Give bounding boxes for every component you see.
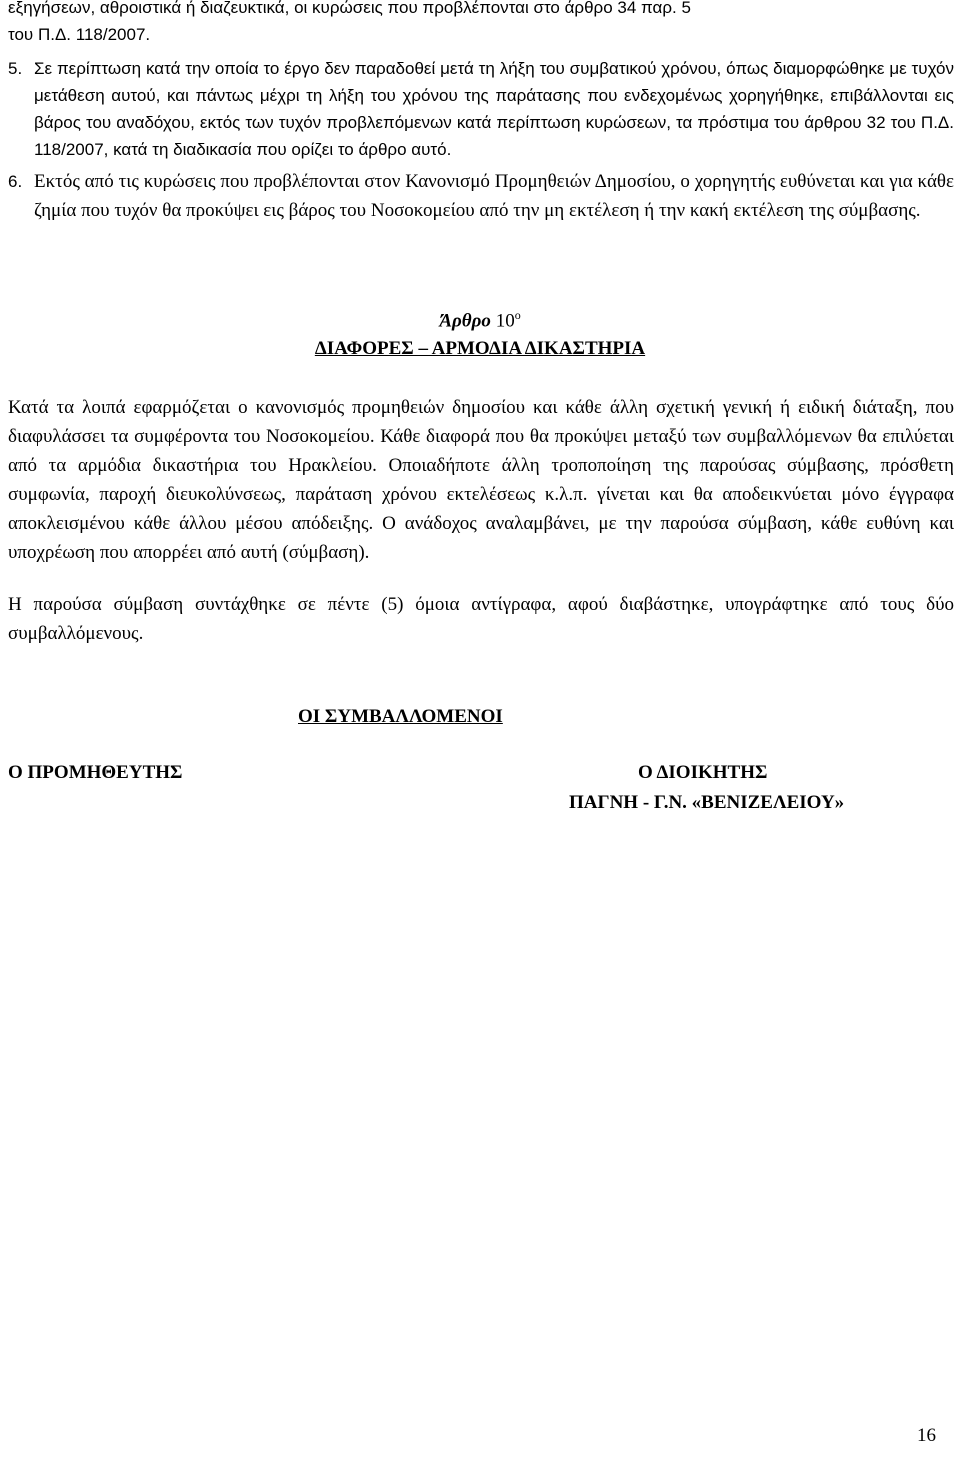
body-paragraph-1: Κατά τα λοιπά εφαρμόζεται ο κανονισμός προμηθειών δημοσίου και κάθε άλλη σχετική γενική ή ειδική διάταξη, που διαφυλάσσει τα συμφέροντα του Νοσοκομείου. Κάθε διαφορά που θα προκύψει μεταξύ των συμβαλλόμενων θα επιλύεται από τα αρμόδια δικαστήρια του Ηρακλείου. Οποιαδήποτε άλλη τροποποίηση της παρούσας σύμβασης, πρόσθετη συμφωνία, παροχή διευκολύνσεως, παράταση χρόνου εκτελέσεως κ.λ.π. γίνεται και θα αποδεικνύεται μόνο έγγραφα αποκλεισμένου κάθε άλλου μέσου απόδειξης. Ο ανάδοχος αναλαμβάνει, με την παρούσα σύμβαση, κάθε ευθύνη και υποχρέωση που απορρέει από αυτή (σύμβαση). (8, 397, 954, 563)
numbered-list (8, 55, 954, 225)
article-title (0, 308, 960, 332)
article-number: 10 (495, 310, 515, 332)
signature-director: Ο ΔΙΟΙΚΗΤΗΣ (638, 762, 768, 783)
list-item-text: Σε περίπτωση κατά την οποία το έργο δεν παραδοθεί μετά τη λήξη του συμβατικού χρόνου, όπως διαμορφώθηκε με τυχόν μετάθεση αυτού, και πάντως μέχρι τη λήξη του χρόνου της παράτασης που ενδεχομένως χορηγήθηκε, επιβάλλονται εις βάρος του αναδόχου, εκτός των τυχόν προβλεπόμενων κατά περίπτωση κυρώσεων, τα πρόστιμα του άρθρου 32 του Π.Δ. 118/2007, κατά τη διαδικασία που ορίζει το άρθρο αυτό. (34, 59, 954, 159)
signatures-heading-text: ΟΙ ΣΥΜΒΑΛΛΟΜΕΝΟΙ (298, 706, 503, 727)
list-item-6 (8, 167, 954, 225)
article-number-superscript: ο (514, 308, 521, 322)
list-item-number: 5. (8, 59, 23, 78)
article-title-word: Άρθρο (439, 310, 491, 332)
body-paragraph-2: Η παρούσα σύμβαση συντάχθηκε σε πέντε (5) όμοια αντίγραφα, αφού διαβάστηκε, υπογράφτηκε από τους δύο συμβαλλόμενους. (8, 594, 954, 644)
article-heading-text: ΔΙΑΦΟΡΕΣ – ΑΡΜΟΔΙΑ ΔΙΚΑΣΤΗΡΙΑ (314, 338, 646, 359)
signature-hospital: ΠΑΓΝΗ - Γ.Ν. «ΒΕΝΙΖΕΛΕΙΟΥ» (569, 792, 845, 813)
signature-supplier: Ο ΠΡΟΜΗΘΕΥΤΗΣ (8, 762, 183, 783)
continuation-line-2: του Π.Δ. 118/2007. (8, 25, 151, 44)
list-item-number: 6. (8, 172, 23, 191)
list-item-text: Εκτός από τις κυρώσεις που προβλέπονται στον Κανονισμό Προμηθειών Δημοσίου, ο χορηγητής ευθύνεται και για κάθε ζημία που τυχόν θα προκύψει εις βάρος του Νοσοκομείου από την μη εκτέλεση ή την κακή εκτέλεση της σύμβασης. (34, 171, 954, 221)
list-item-5 (8, 55, 954, 163)
page-number: 16 (917, 1425, 936, 1446)
signatures-heading (298, 702, 503, 732)
continuation-line-1: εξηγήσεων, αθροιστικά ή διαζευκτικά, οι κυρώσεις που προβλέπονται στο άρθρο 34 παρ. 5 (8, 0, 691, 17)
article-heading (0, 338, 960, 360)
